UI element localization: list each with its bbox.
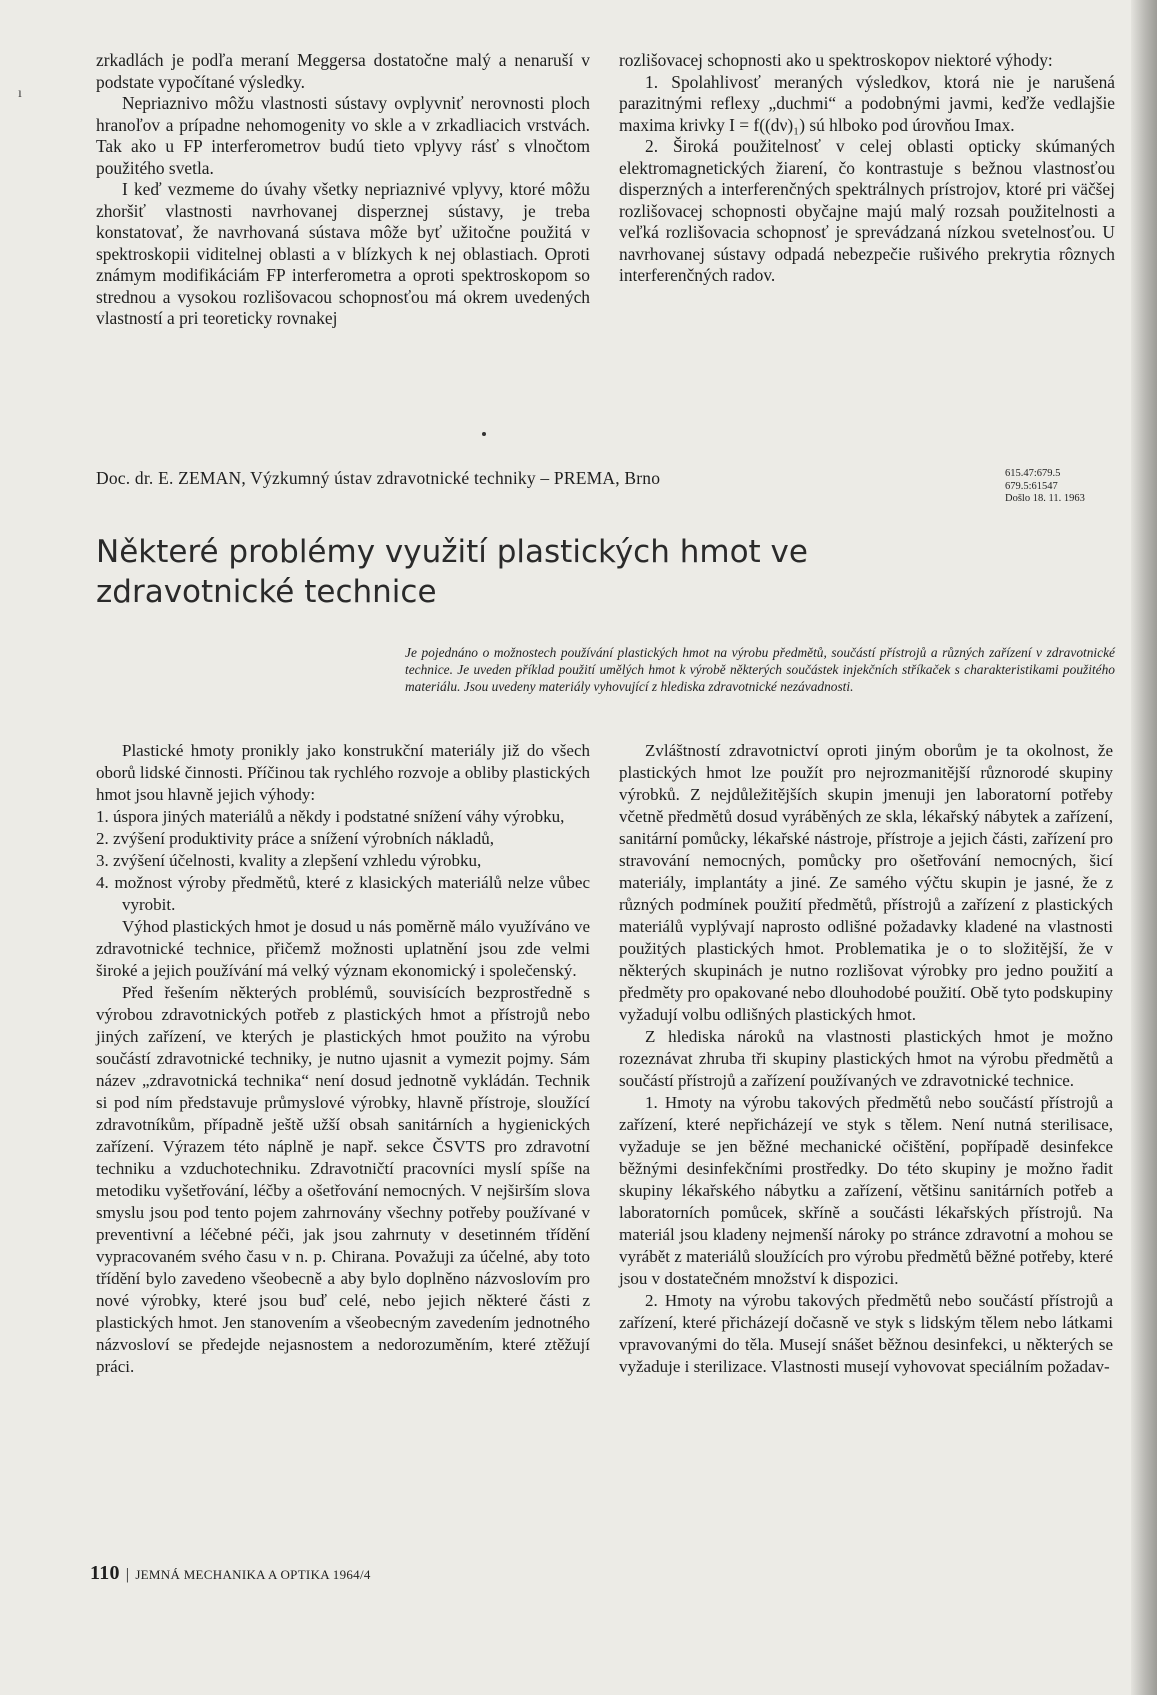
paragraph: 2. zvýšení produktivity práce a snížení výrobních nákladů, [96,829,494,848]
paragraph: 1. Hmoty na výrobu takových předmětů nebo součástí přístrojů a zařízení, které nepřicházejí ve styk s tělem. Není nutná sterilisace, vyžaduje se jen běžné mechanické očištění, popřípadě desinfekce běžnými desinfekčními prostředky. Do této skupiny je možno řadit skupiny lékařského nábytku a zařízení, většinu sanitárních potřeb a laboratorních pomůcek, skříně a součásti lékařských přístrojů. Na materiál jsou kladeny nejmenší nároky po stránce zdravotní a mohou se vyrábět z materiálů sloužících pro výrobu předmětů běžné potřeby, které jsou v dostatečném množství k dispozici. [619,1093,1113,1288]
article-abstract: Je pojednáno o možnostech používání plastických hmot na výrobu předmětů, součástí přístrojů a různých zařízení v zdravotnické technice. Je uveden příklad použití umělých hmot k výrobě některých součástek injekčních stříkaček s charakteristikami použitého materiálu. Jsou uvedeny materiály vyhovující z hlediska zdravotnické nezávadnosti. [405,645,1115,694]
paragraph: 2. Široká použitelnosť v celej oblasti opticky skúmaných elektromagnetických žiarení, čo kontrastuje s bežnou vlastnosťou disperzných a interferenčných spektrálnych prístrojov, ktoré pri väčšej rozlišovacej schopnosti obyčajne majú malý rozsah použitelnosti a veľká rozlišovacia schopnosť je sprevádzaná nízkou svetelnosťou. U navrhovanej sústavy odpadá nebezpečie rušivého prekrytia rôznych interferenčných radov. [619,136,1115,285]
paragraph: 1. Spolahlivosť meraných výsledkov, ktorá nie je narušená parazitnými reflexy „duchmi“ a podobnými javmi, keďže vedlajšie maxima krivky I = f((dν)₁) sú hlboko pod úrovňou Imax. [619,71,1115,135]
paragraph: zrkadlách je podľa meraní Meggersa dostatočne malý a nenaruší v podstate vypočítané výsledky. [96,50,590,92]
margin-mark: ı [18,86,22,101]
paragraph: 4. možnost výroby předmětů, které z klasických materiálů nelze vůbec vyrobit. [96,873,590,914]
paragraph: Z hlediska nároků na vlastnosti plastických hmot je možno rozeznávat zhruba tři skupiny plastických hmot na výrobu předmětů a součástí přístrojů a zařízení používaných ve zdravotnické technice. [619,1027,1113,1090]
body-left-column [96,740,590,1378]
classification-code: 615.47:679.5 679.5:61547 Došlo 18. 11. 1963 [1005,468,1085,504]
journal-name: JEMNÁ MECHANIKA A OPTIKA 1964/4 [135,1567,371,1582]
paragraph: Před řešením některých problémů, souvisících bezprostředně s výrobou zdravotnických potřeb z plastických hmot a přístrojů nebo jiných zařízení, ve kterých je plastických hmot použito na výrobu součástí zdravotnické techniky, je nutno ujasnit a vymezit pojmy. Sám název „zdravotnická technika“ není dosud jednotně vykládán. Technik si pod ním představuje průmyslové výrobky, hlavně přístroje, sloužící zdravotníkům, případně ještě užší obsah sanitárních a hygienických zařízení. Výrazem této náplně je např. sekce ČSVTS pro zdravotní techniku a vzduchotechniku. Zdravotničtí pracovníci myslí spíše na metodiku vyšetřování, léčby a ošetřování nemocných. V nejširším slova smyslu jsou pod tento pojem zahrnovány všechny potřeby používané v preventivní a léčebné péči, jak jsou zahrnuty v desetinném třídění vypracovaném svého času v n. p. Chirana. Považuji za účelné, aby toto třídění bylo zavedeno všeobecně a aby bylo doplněno názvoslovím pro nové výrobky, které jsou buď celé, nebo jejich některé části z plastických hmot. Jen stanovením a všeobecným zavedením jednotného názvosloví se předejde nejasnostem a nedorozuměním, které ztěžují práci. [96,983,590,1376]
author-byline: Doc. dr. E. ZEMAN, Výzkumný ústav zdravotnické techniky – PREMA, Brno [96,468,661,488]
top-right-column [619,50,1115,287]
paragraph: 2. Hmoty na výrobu takových předmětů nebo součástí přístrojů a zařízení, které přicházejí dočasně ve styk s lidským tělem nebo látkami vpravovanými do těla. Musejí snášet běžnou desinfekci, u některých se vyžaduje i sterilizace. Vlastnosti musejí vyhovovat speciálním požadav- [619,1291,1113,1376]
paragraph: rozlišovacej schopnosti ako u spektroskopov niektoré výhody: [619,50,1053,70]
paragraph: Plastické hmoty pronikly jako konstrukční materiály již do všech oborů lidské činnosti. Příčinou tak rychlého rozvoje a obliby plastických hmot jsou hlavně jejich výhody: [96,741,590,804]
paragraph: Nepriaznivo môžu vlastnosti sústavy ovplyvniť nerovnosti ploch hranoľov a prípadne nehomogenity vo skle a v zrkadliacich vrstvách. Tak ako u FP interferometrov budú tieto vplyvy rásť s vlnočtom použitého svetla. [96,93,590,178]
body-right-column [619,740,1113,1378]
page-footer [90,1562,590,1585]
paragraph: 1. úspora jiných materiálů a někdy i podstatné snížení váhy výrobku, [96,807,565,826]
separator-dot [482,432,486,436]
page-edge-shadow [1131,0,1157,1695]
article-title: Některé problémy využití plastických hmot ve zdravotnické technice [96,534,808,610]
paragraph: Zvláštností zdravotnictví oproti jiným oborům je ta okolnost, že plastických hmot lze použít pro nejrozmanitější různorodé skupiny výrobků. Z nejdůležitějších skupin jmenuji jen laboratorní potřeby včetně předmětů dosud vyráběných ze skla, lékařský nábytek a zařízení, sanitární pomůcky, lékařské nástroje, přístroje a jejich části, zařízení pro stravování nemocných, pomůcky pro ošetřování nemocných, šicí materiály, implantáty a jiné. Ze samého výčtu skupin je jasné, že z různých podmínek použití předmětů, přístrojů a zařízení z plastických materiálů vyplývají naprosto odlišné požadavky kladené na vlastnosti použitých plastických hmot. Problematika je o to složitější, že v některých skupinách je nutno rozlišovat výrobky pro jedno použití a předměty pro opakované nebo dlouhodobé použití. Obě tyto podskupiny vyžadují volbu odlišných plastických hmot. [619,741,1113,1024]
paragraph: I keď vezmeme do úvahy všetky nepriaznivé vplyvy, ktoré môžu zhoršiť vlastnosti navrhovanej disperznej sústavy, je treba konstatovať, že navrhovaná sústava môže byť užitočne použitá v spektroskopii viditelnej oblasti a v blízkych k nej oblastiach. Oproti známym modifikáciám FP interferometra a oproti spektroskopom so strednou a vysokou rozlišovacou schopnosťou má okrem uvedených vlastností a pri teoreticky rovnakej [96,179,590,328]
paragraph: Výhod plastických hmot je dosud u nás poměrně málo využíváno ve zdravotnické technice, přičemž možnosti uplatnění jsou zde velmi široké a jejich používání má velký význam ekonomický i společenský. [96,917,590,980]
top-left-column [96,50,590,330]
paragraph: 3. zvýšení účelnosti, kvality a zlepšení vzhledu výrobku, [96,851,482,870]
footer-divider: | [125,1566,130,1583]
page-number: 110 [90,1562,120,1584]
